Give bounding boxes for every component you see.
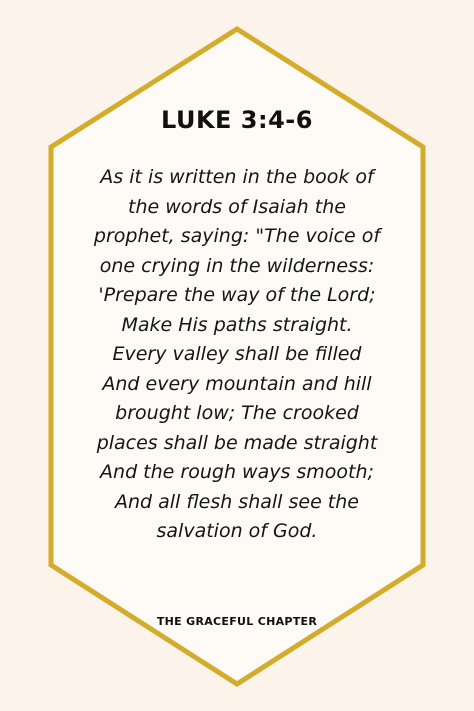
verse-line: Every valley shall be filled — [112, 343, 362, 365]
verse-line: brought low; The crooked — [115, 402, 359, 424]
verse-line: the words of Isaiah the — [128, 195, 346, 218]
verse-line: As it is written in the book of — [100, 166, 374, 188]
verse-text — [0, 163, 474, 547]
verse-line: And the rough ways smooth; — [100, 461, 374, 483]
verse-line: prophet, saying: "The voice of — [93, 225, 381, 247]
verse-line: Make His paths straight. — [121, 313, 353, 336]
verse-line: salvation of God. — [156, 520, 318, 542]
brand-label: THE GRACEFUL CHAPTER — [156, 615, 318, 628]
verse-reference-title: LUKE 3:4-6 — [161, 106, 313, 134]
verse-line: And every mountain and hill — [102, 372, 372, 395]
verse-line: places shall be made straight — [96, 431, 378, 454]
verse-line: 'Prepare the way of the Lord; — [98, 284, 376, 306]
verse-line: And all flesh shall see the — [114, 490, 359, 513]
verse-line: one crying in the wilderness: — [99, 254, 375, 277]
